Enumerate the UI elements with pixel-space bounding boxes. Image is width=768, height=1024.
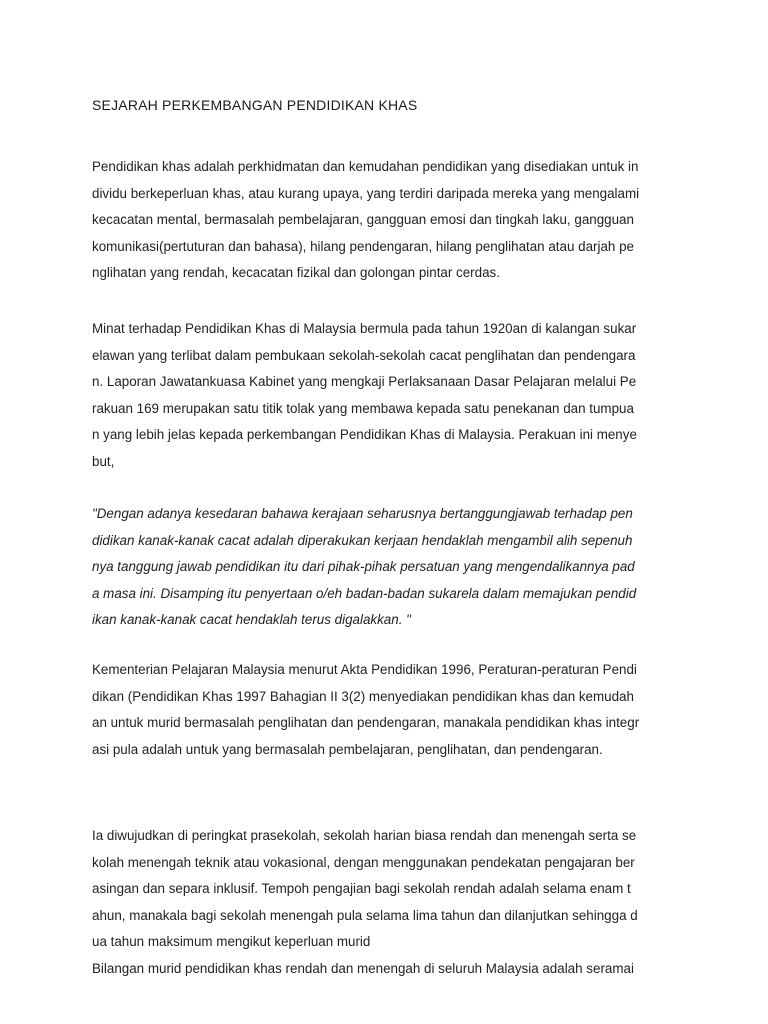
paragraph-ministry — [92, 657, 692, 763]
text-line: Kementerian Pelajaran Malaysia menurut Akta Pendidikan 1996, Peraturan-peraturan Pendi — [92, 662, 637, 677]
text-line: rakuan 169 merupakan satu titik tolak yang membawa kepada satu penekanan dan tumpua — [92, 400, 634, 416]
text-line: nya tanggung jawab pendidikan itu dari pihak-pihak persatuan yang mengendalikannya pad — [92, 559, 635, 575]
text-line: dikan (Pendidikan Khas 1997 Bahagian II 3(2) menyediakan pendidikan khas dan kemudah — [92, 688, 634, 704]
text-line: n. Laporan Jawatankuasa Kabinet yang mengkaji Perlaksanaan Dasar Pelajaran melalui Pe — [92, 374, 637, 390]
text-line: an untuk murid bermasalah penglihatan dan pendengaran, manakala pendidikan khas integr — [92, 715, 640, 731]
document-title: SEJARAH PERKEMBANGAN PENDIDIKAN KHAS — [92, 97, 418, 113]
paragraph-quotation — [92, 501, 692, 634]
text-line: ua tahun maksimum mengikut keperluan murid — [92, 934, 371, 950]
text-line: asi pula adalah untuk yang bermasalah pembelajaran, penglihatan, dan pendengaran. — [92, 741, 603, 757]
text-line: "Dengan adanya kesedaran bahawa kerajaan seharusnya bertanggungjawab terhadap pen — [92, 506, 633, 521]
text-line: ahun, manakala bagi sekolah menengah pula selama lima tahun dan dilanjutkan sehingga d — [92, 907, 638, 923]
text-line: Ia diwujudkan di peringkat prasekolah, sekolah harian biasa rendah dan menengah serta se — [92, 828, 637, 843]
paragraph-definition — [92, 154, 692, 287]
text-line: asingan dan separa inklusif. Tempoh pengajian bagi sekolah rendah adalah selama enam t — [92, 881, 631, 897]
text-line: kecacatan mental, bermasalah pembelajaran, gangguan emosi dan tingkah laku, gangguan — [92, 212, 634, 228]
text-line: didikan kanak-kanak cacat adalah diperakukan kerjaan hendaklah mengambil alih sepenuh — [92, 532, 633, 548]
text-line: n yang lebih jelas kepada perkembangan Pendidikan Khas di Malaysia. Perakuan ini menye — [92, 427, 637, 443]
text-line: a masa ini. Disamping itu penyertaan o/eh badan-badan sukarela dalam memajukan pendid — [92, 585, 637, 601]
text-line: elawan yang terlibat dalam pembukaan sekolah-sekolah cacat penglihatan dan pendengara — [92, 347, 636, 363]
text-line: Minat terhadap Pendidikan Khas di Malaysia bermula pada tahun 1920an di kalangan sukar — [92, 321, 637, 336]
paragraph-history — [92, 316, 692, 476]
text-line: Pendidikan khas adalah perkhidmatan dan kemudahan pendidikan yang disediakan untuk in — [92, 159, 639, 174]
text-line: komunikasi(pertuturan dan bahasa), hilang pendengaran, hilang penglihatan atau darjah pe — [92, 238, 634, 254]
text-line: Bilangan murid pendidikan khas rendah dan menengah di seluruh Malaysia adalah seramai — [92, 961, 634, 976]
text-line: but, — [92, 453, 115, 469]
paragraph-enrolment — [92, 956, 692, 983]
paragraph-levels — [92, 823, 692, 956]
text-line: kolah menengah teknik atau vokasional, dengan menggunakan pendekatan pengajaran ber — [92, 854, 635, 870]
text-line: dividu berkeperluan khas, atau kurang upaya, yang terdiri daripada mereka yang mengalami — [92, 185, 640, 201]
text-line: nglihatan yang rendah, kecacatan fizikal dan golongan pintar cerdas. — [92, 265, 500, 281]
text-line: ikan kanak-kanak cacat hendaklah terus digalakkan. " — [92, 612, 411, 628]
